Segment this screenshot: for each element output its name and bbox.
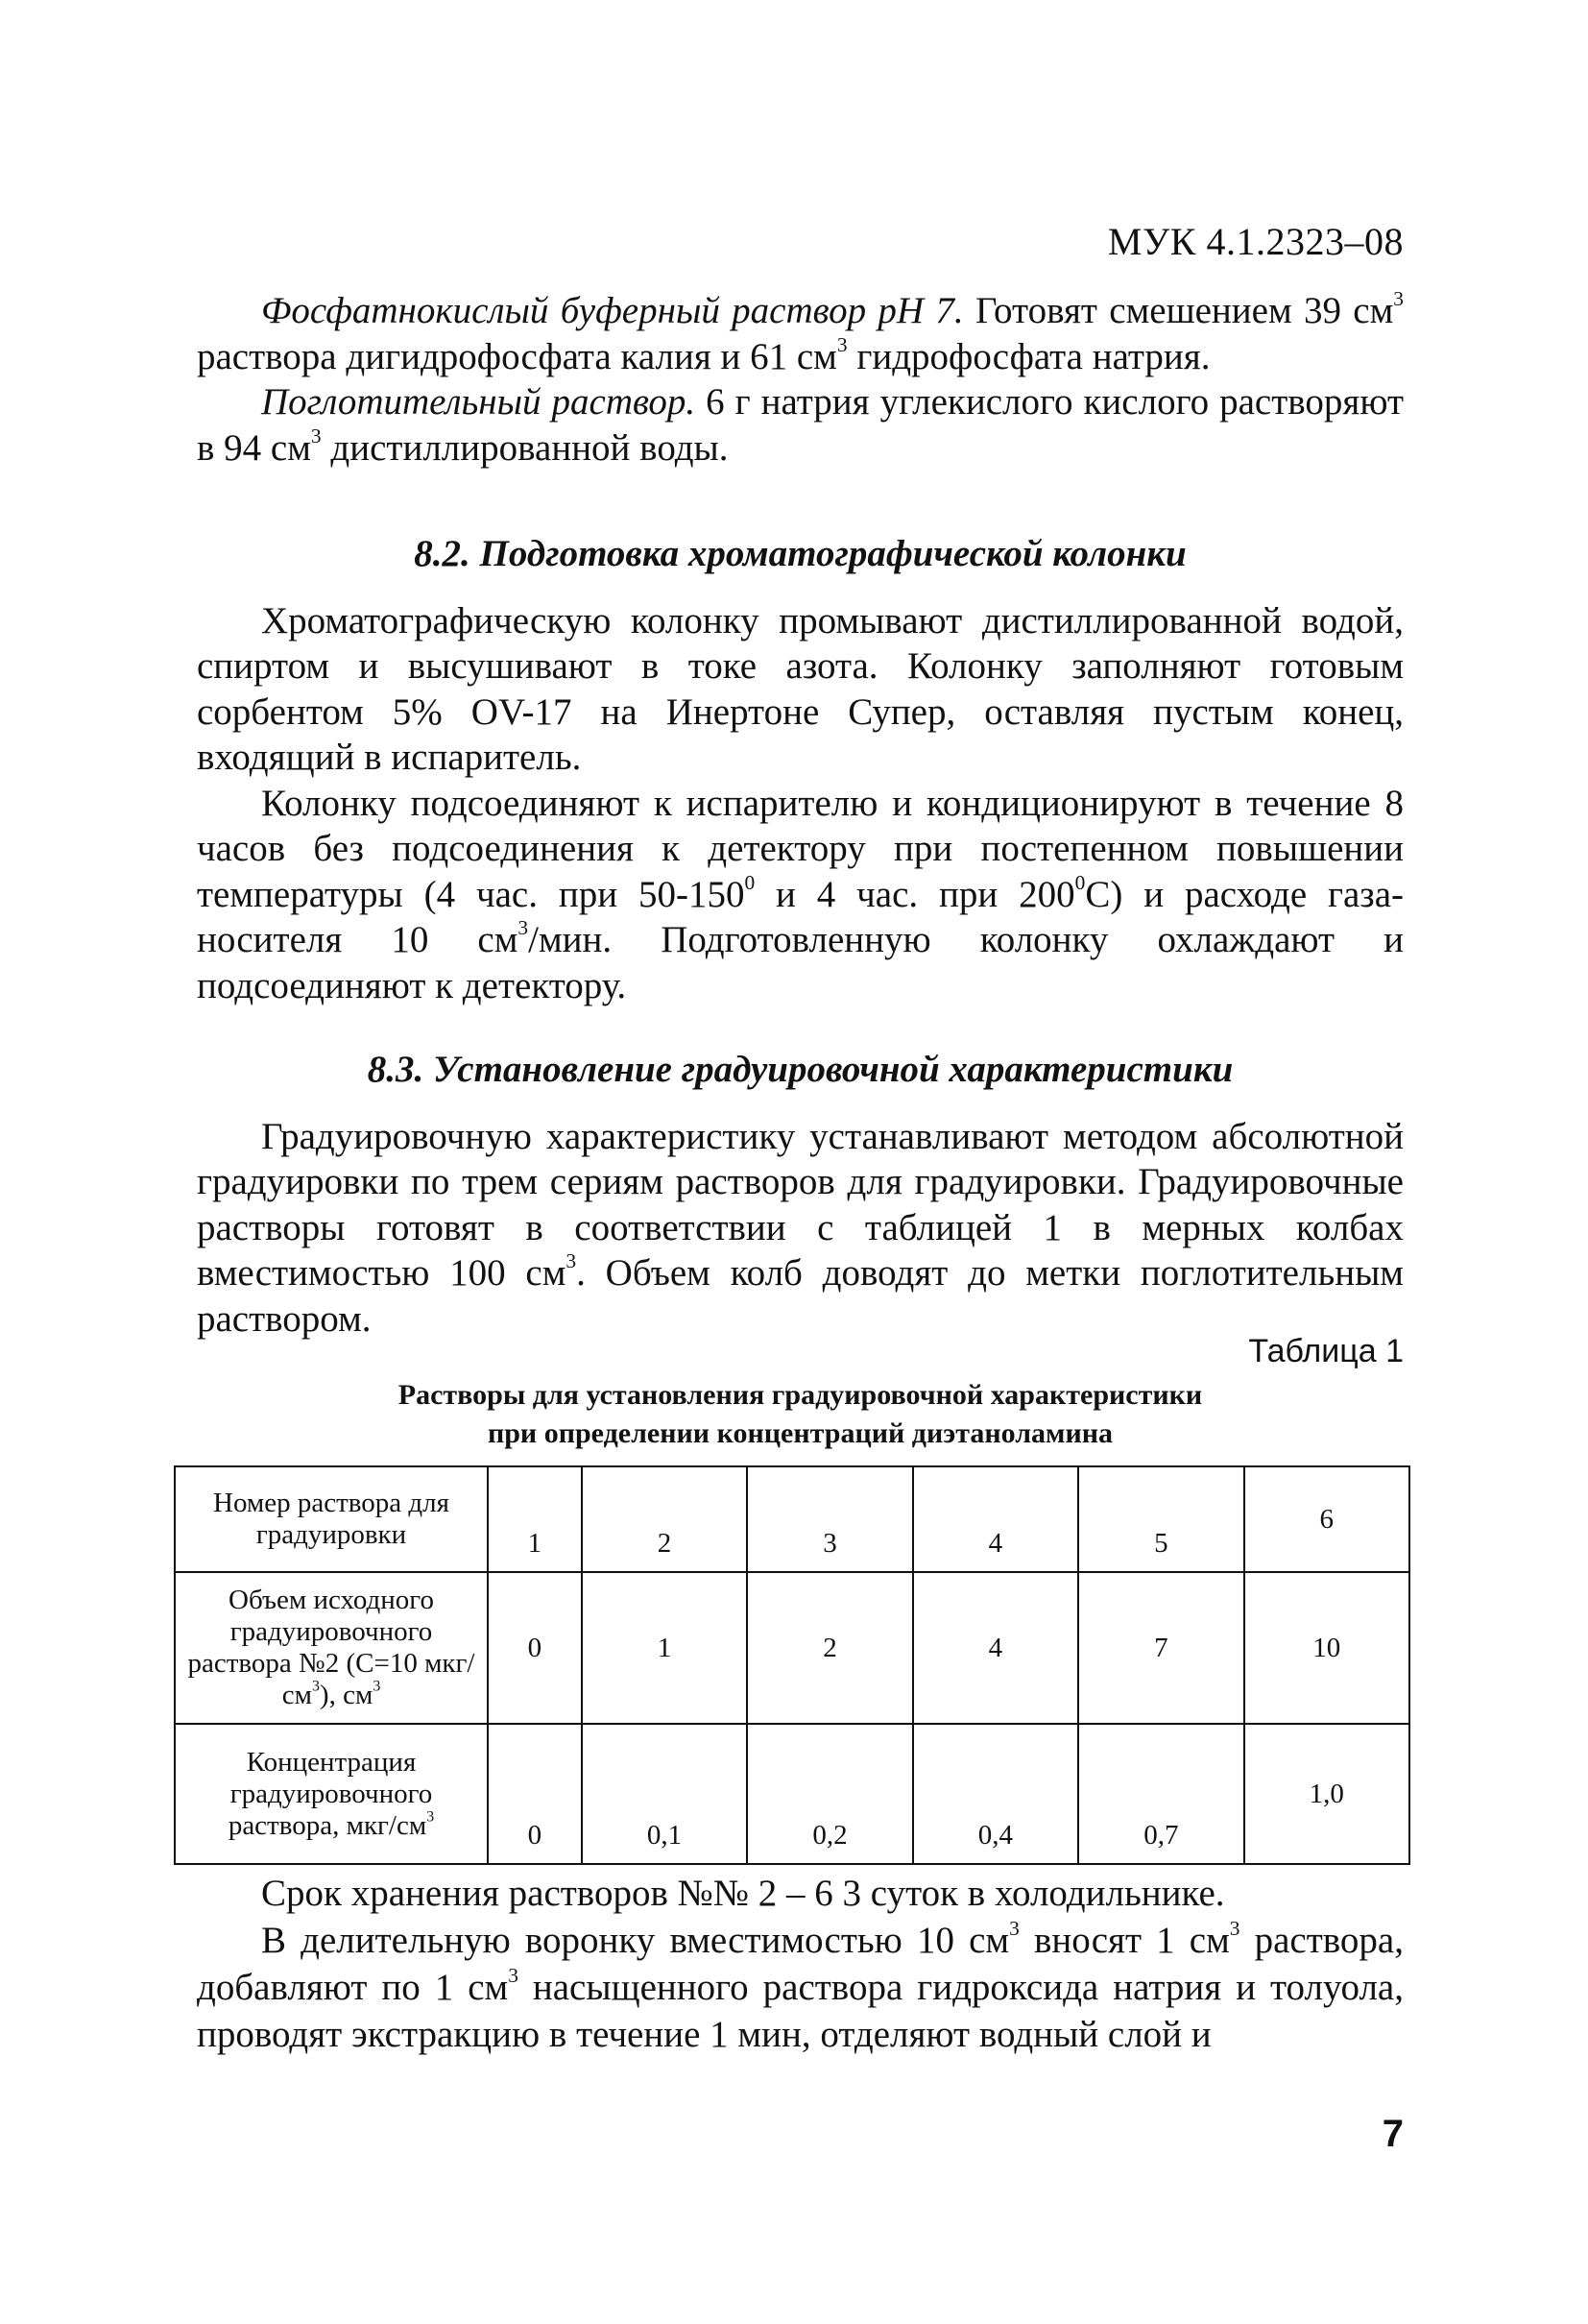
table-cell: 1 [488, 1466, 582, 1572]
table-cell: 2 [747, 1572, 912, 1724]
document-code: МУК 4.1.2323–08 [1107, 220, 1404, 263]
section-8-3-title: 8.3. Установление градуировочной характеристики [367, 1049, 1234, 1090]
section-8-2 [197, 531, 1404, 1008]
section-8-2-title: 8.2. Подготовка хроматографической колонки [414, 533, 1187, 574]
table-cell: 6 [1244, 1466, 1409, 1572]
storage-note: Срок хранения растворов №№ 2 – 6 3 суток в холодильнике. [261, 1873, 1225, 1914]
row-header: Объем исходного градуировочного раствора №2 (С=10 мкг/$см^3$), $см^3$ [175, 1572, 488, 1724]
table-row [175, 1724, 1409, 1864]
absorbing-solution-paragraph: Поглотительный раствор. 6 г натрия углекислого кислого растворяют в 94 $см^3$ дистиллированной воды. [197, 381, 1404, 469]
table-cell: 0 [488, 1572, 582, 1724]
table-caption [197, 1376, 1404, 1453]
section-8-2-paragraph-1: Хроматографическую колонку промывают дистиллированной водой, спиртом и высушивают в токе азота. Колонку заполняют готовым сорбентом 5% OV-17 на Инертоне Супер, оставляя пустым конец, входящий в испаритель. [197, 599, 1404, 778]
table-cell: 1,0 [1244, 1724, 1409, 1864]
row-header: Номер раствора для градуировки [175, 1466, 488, 1572]
buffer-solution-paragraph: Фосфатнокислый буферный раствор pH 7. Готовят смешением 39 $см^3$ раствора дигидрофосфата калия и 61 $см^3$ гидрофосфата натрия. [197, 286, 1404, 377]
section-8-3-paragraph: Градуировочную характеристику устанавливают методом абсолютной градуировки по трем сериям растворов для градуировки. Градуировочные растворы готовят в соответствии с таблицей 1 в мерных колбах вместимостью 100 $см^3$. Объем колб доводят до метки поглотительным раствором. [197, 1115, 1404, 1340]
table-cell: 3 [747, 1466, 912, 1572]
buffer-solution-term: Фосфатнокислый буферный раствор pH 7. [261, 290, 964, 331]
absorbing-solution-term: Поглотительный раствор. [261, 381, 696, 423]
table-cell: 0,4 [913, 1724, 1078, 1864]
table-cell: 2 [582, 1466, 747, 1572]
table-cell: 0,1 [582, 1724, 747, 1864]
table-caption-line-1: Растворы для установления градуировочной характеристики [397, 1379, 1203, 1411]
section-8-3 [197, 1047, 1404, 1342]
table-row [175, 1572, 1409, 1724]
table-cell: 0,2 [747, 1724, 912, 1864]
table-label: Таблица 1 [1248, 1333, 1404, 1369]
table-cell: 5 [1078, 1466, 1243, 1572]
table-cell: 1 [582, 1572, 747, 1724]
table-caption-line-2: при определении концентраций диэтаноламина [487, 1417, 1114, 1449]
intro-block [197, 288, 1404, 471]
extraction-paragraph: В делительную воронку вместимостью 10 $см^3$ вносят 1 $см^3$ раствора, добавляют по 1 $см^3$ насыщенного раствора гидроксида натрия и толуола, проводят экстракцию в течение 1 мин, отделяют водный слой и [197, 1916, 1404, 2055]
row-header: Концентрация градуировочного раствора, мкг/$см^3$ [175, 1724, 488, 1864]
page-number: 7 [1382, 2113, 1404, 2155]
table-cell: 0 [488, 1724, 582, 1864]
calibration-table [174, 1465, 1410, 1865]
table-cell: 7 [1078, 1572, 1243, 1724]
table-cell: 4 [913, 1466, 1078, 1572]
table-cell: 0,7 [1078, 1724, 1243, 1864]
after-table-block [197, 1870, 1404, 2058]
table-cell: 10 [1244, 1572, 1409, 1724]
table-row [175, 1466, 1409, 1572]
table-cell: 4 [913, 1572, 1078, 1724]
section-8-2-paragraph-2: Колонку подсоединяют к испарителю и кондиционируют в течение 8 часов без подсоединения к детектору при постепенном повышении температуры (4 час. при $50-150^0$ и 4 час. при $200^0С$) и расходе газа-носителя 10 $см^3$/мин. Подготовленную колонку охлаждают и подсоединяют к детектору. [197, 782, 1405, 1006]
